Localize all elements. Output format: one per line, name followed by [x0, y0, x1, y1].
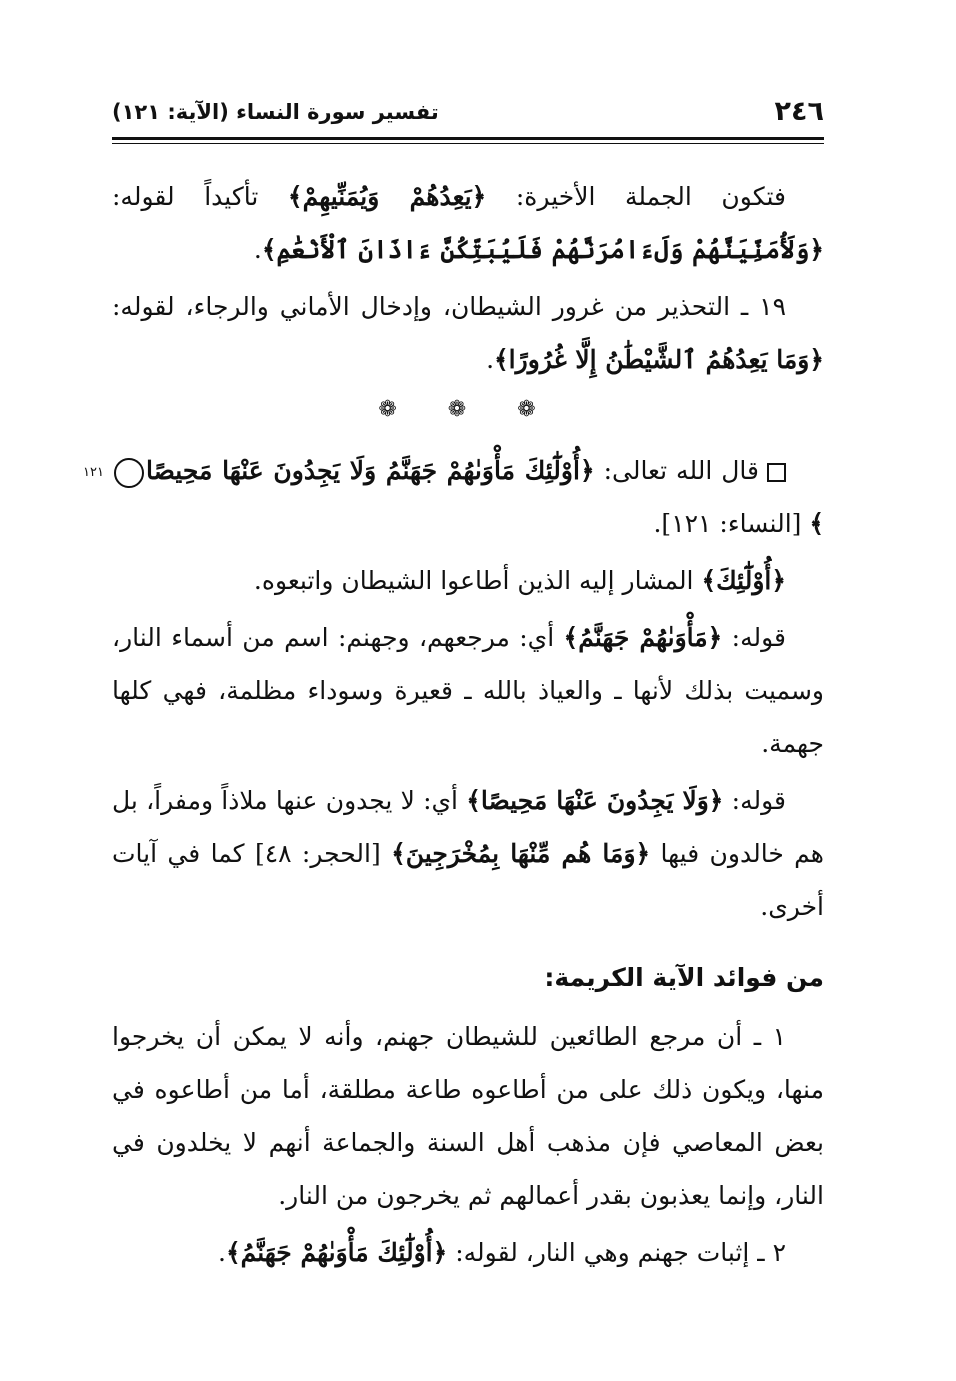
paragraph-5 — [112, 611, 824, 770]
text: . — [217, 1238, 226, 1267]
quran-quote: ﴿مَأْوَىٰهُمْ جَهَنَّمُ﴾ — [563, 623, 723, 652]
quote-end: ﴾ — [809, 509, 824, 538]
text: ١ ـ أن مرجع الطائعين للشيطان جهنم، وأنه لا يمكن أن يخرجوا منها، ويكون ذلك على من أطاعوه طاعة مطلقة، أما من أطاعوه في بعض المعاصي فإن مذهب أهل السنة والجماعة أنهم لا يخلدون في النار، وإنما يعذبون بقدر أعمالهم ثم يخرجون من النار. — [112, 1022, 824, 1210]
text: قال الله تعالى: — [594, 456, 759, 485]
text: . — [253, 235, 262, 264]
text: قوله: — [722, 623, 786, 652]
running-title: تفسير سورة النساء (الآية: ١٢١) — [112, 100, 439, 124]
text: أي: لا يجدون عنها ملاذاً ومفراً، بل هم خالدون فيها — [112, 786, 824, 868]
page-body — [83, 170, 824, 1283]
paragraph-7 — [112, 1010, 824, 1222]
header-rule-thin — [112, 143, 824, 144]
quran-quote: ﴿أُوْلَٰٓئِكَ مَأْوَىٰهُمْ جَهَنَّمُ﴾ — [225, 1238, 448, 1267]
ayah-number-marker: ١٢١ — [114, 458, 144, 488]
page-header — [112, 96, 824, 130]
text: قوله: — [723, 786, 786, 815]
text: ١٩ ـ التحذير من غرور الشيطان، وإدخال الأماني والرجاء، لقوله: — [112, 292, 786, 321]
quran-quote: ﴿يَعِدُهُمْ وَيُمَنِّيهِمْ﴾ — [287, 182, 487, 211]
square-bullet-icon — [767, 463, 786, 482]
quran-quote: ﴿وَمَا هُم مِّنْهَا بِمُخْرَجِينَ﴾ — [391, 839, 651, 868]
text: أي: مرجعهم، وجهنم: اسم من أسماء النار، وسميت بذلك لأنها ـ والعياذ بالله ـ قعيرة وسوداء مظلمة، فهي كلها جهمة. — [112, 623, 824, 758]
text: ٢ ـ إثبات جهنم وهي النار، لقوله: — [447, 1238, 786, 1267]
text: فتكون الجملة الأخيرة: — [486, 182, 787, 211]
paragraph-2 — [112, 280, 824, 386]
text: المشار إليه الذين أطاعوا الشيطان واتبعوه. — [253, 566, 702, 595]
paragraph-3 — [83, 444, 824, 550]
quran-quote: ﴿وَلَأُمَنِّيَنَّهُمْ وَلَءَامُرَنَّهُمْ فَلَيُبَتِّكُنَّ ءَاذَانَ ٱلْأَنْعَٰمِ﴾ — [261, 235, 824, 264]
header-rule-thick — [112, 137, 824, 140]
paragraph-4 — [112, 554, 824, 607]
paragraph-1 — [112, 170, 824, 276]
text: تأكيداً لقوله: — [112, 182, 288, 211]
text: [النساء: ١٢١]. — [653, 509, 810, 538]
paragraph-6 — [112, 774, 824, 933]
text: [الحجر: ٤٨] كما في آيات أخرى. — [112, 839, 824, 921]
text: . — [486, 345, 495, 374]
quran-quote: ﴿وَلَا يَجِدُونَ عَنْهَا مَحِيصًا﴾ — [466, 786, 724, 815]
section-separator: ❁ ❁ ❁ — [378, 397, 558, 422]
quran-quote: ﴿وَمَا يَعِدُهُمُ ٱلشَّيْطَٰنُ إِلَّا غُرُورًا﴾ — [494, 345, 824, 374]
section-heading: من فوائد الآية الكريمة: — [544, 963, 824, 992]
page-number: ٢٤٦ — [774, 96, 824, 127]
quran-quote: ﴿أُوْلَٰٓئِكَ مَأْوَىٰهُمْ جَهَنَّمُ وَلَا يَجِدُونَ عَنْهَا مَحِيصًا — [146, 456, 595, 485]
paragraph-8 — [112, 1226, 824, 1279]
quran-quote: ﴿أُوْلَٰٓئِكَ﴾ — [701, 566, 786, 595]
